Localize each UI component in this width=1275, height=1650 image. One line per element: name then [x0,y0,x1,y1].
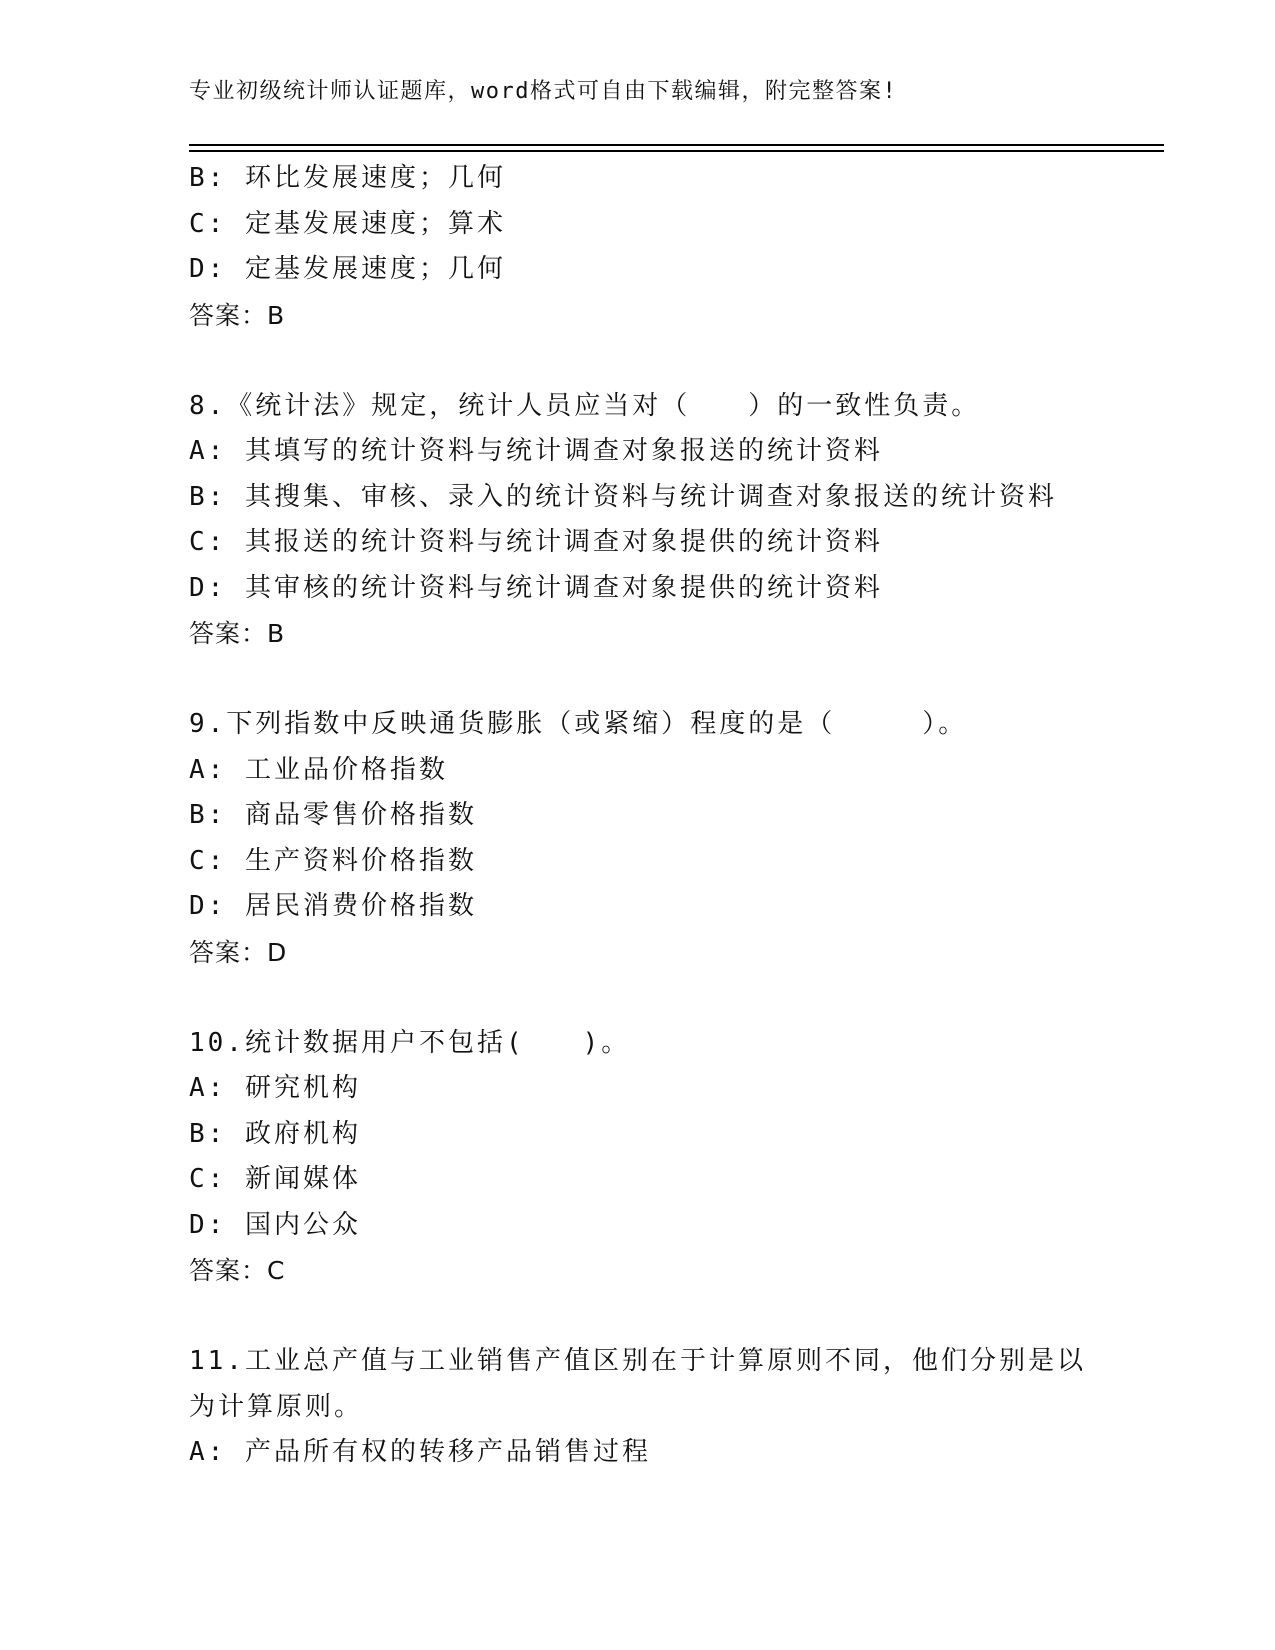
question-content [189,156,1169,1476]
question-8-stem: 8.《统计法》规定，统计人员应当对（ ）的一致性负责。 [189,390,981,421]
question-8-answer: 答案：B [189,619,286,648]
question-10-option-d: D: 国内公众 [189,1209,361,1240]
question-10-option-a: A: 研究机构 [189,1073,361,1103]
question-7-answer: 答案：B [189,300,286,330]
question-9-stem: 9.下列指数中反映通货膨胀（或紧缩）程度的是（ ）。 [189,709,968,739]
question-9 [189,702,1169,975]
question-8-option-c: C: 其报送的统计资料与统计调查对象提供的统计资料 [189,527,883,557]
question-8-option-a: A: 其填写的统计资料与统计调查对象报送的统计资料 [189,436,883,466]
question-11-option-a: A: 产品所有权的转移产品销售过程 [189,1437,651,1467]
question-7-option-c: C: 定基发展速度；算术 [189,208,506,239]
question-spacer [189,1294,1169,1340]
question-10-answer: 答案：C [189,1256,286,1285]
question-spacer [189,657,1169,703]
question-7 [189,156,1169,338]
question-9-option-c: C: 生产资料价格指数 [189,845,477,876]
question-8-option-b: B: 其搜集、审核、录入的统计资料与统计调查对象报送的统计资料 [189,481,1057,512]
question-8 [189,384,1169,657]
question-10-option-c: C: 新闻媒体 [189,1164,361,1194]
question-11-stem-line-2: 为计算原则。 [189,1391,364,1422]
question-11 [189,1339,1169,1476]
page-header: 专业初级统计师认证题库，word格式可自由下载编辑，附完整答案! [189,79,898,104]
question-spacer [189,338,1169,384]
question-7-option-d: D: 定基发展速度；几何 [189,254,506,284]
question-10 [189,1021,1169,1294]
header-rule-bottom [189,150,1164,152]
question-9-option-b: B: 商品零售价格指数 [189,800,477,830]
question-8-option-d: D: 其审核的统计资料与统计调查对象提供的统计资料 [189,572,883,603]
question-11-stem-line-1: 11.工业总产值与工业销售产值区别在于计算原则不同，他们分别是以 [189,1346,1086,1376]
question-9-option-a: A: 工业品价格指数 [189,754,448,785]
question-9-option-d: D: 居民消费价格指数 [189,891,477,921]
question-7-option-b: B: 环比发展速度；几何 [189,163,506,193]
header-rule-top [189,144,1164,146]
question-10-stem: 10.统计数据用户不包括( )。 [189,1027,631,1058]
question-spacer [189,975,1169,1021]
question-9-answer: 答案：D [189,937,288,967]
question-10-option-b: B: 政府机构 [189,1118,361,1149]
